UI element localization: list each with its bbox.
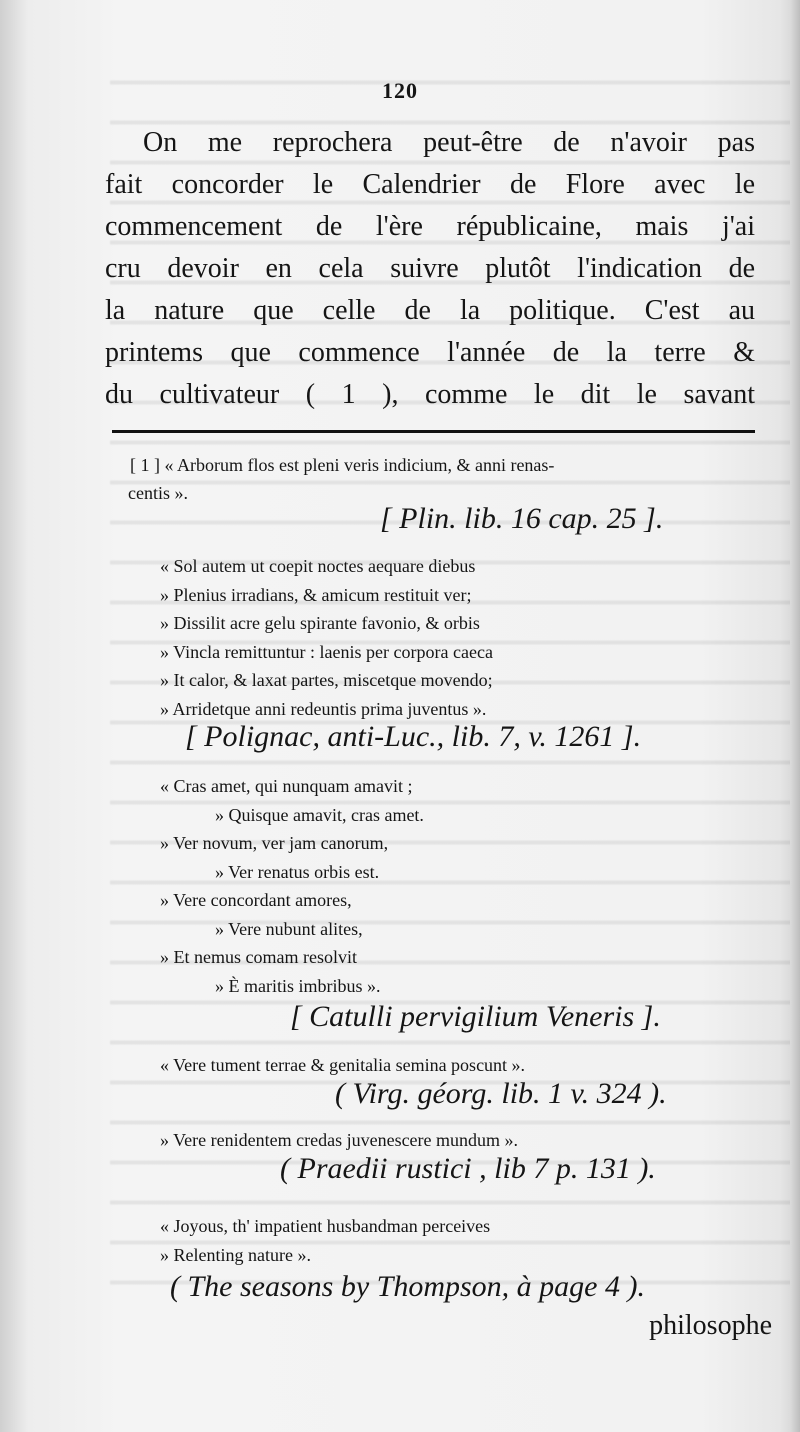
verse-line: » È maritis imbribus ». (215, 975, 381, 996)
verse-line: » Ver novum, ver jam canorum, (160, 833, 389, 853)
verse-line: » Plenius irradians, & amicum restituit ver; (160, 584, 472, 605)
body-line: printems que commence l'année de la terre & (105, 337, 755, 368)
praedium-citation: ( Praedii rustici , lib 7 p. 131 ). (280, 1152, 656, 1185)
body-line: cru devoir en cela suivre plutôt l'indication de (105, 253, 755, 284)
footnote-divider (112, 430, 755, 433)
body-line: commencement de l'ère républicaine, mais j'ai (105, 211, 755, 242)
verse-line: « Cras amet, qui nunquam amavit ; (160, 776, 413, 796)
verse-line: » It calor, & laxat partes, miscetque movendo; (160, 670, 493, 690)
verse-line: » Vincla remittuntur : laenis per corpora caeca (160, 641, 493, 662)
praedium-verse: » Vere renidentem credas juvenescere mundum ». (160, 1130, 519, 1150)
pliny-citation: [ Plin. lib. 16 cap. 25 ]. (380, 502, 664, 535)
polignac-citation: [ Polignac, anti-Luc., lib. 7, v. 1261 ]. (185, 720, 642, 753)
polignac-verses (160, 552, 493, 723)
body-line: fait concorder le Calendrier de Flore avec le (105, 169, 755, 200)
catullus-citation: [ Catulli pervigilium Veneris ]. (290, 1000, 661, 1033)
catchword: philosophe (649, 1310, 772, 1341)
body-line: On me reprochera peut-être de n'avoir pas (143, 127, 755, 158)
catullus-verses (160, 772, 424, 1000)
verse-line: » Dissilit acre gelu spirante favonio, & orbis (160, 613, 480, 633)
verse-line: » Et nemus comam resolvit (160, 947, 357, 967)
footnote-line: centis ». (128, 483, 188, 503)
verse-line: » Arridetque anni redeuntis prima juventus ». (160, 698, 487, 719)
footnote-line: [ 1 ] « Arborum flos est pleni veris indicium, & anni renas- (130, 455, 555, 475)
verse-line: » Quisque amavit, cras amet. (215, 804, 424, 825)
virgil-verse: « Vere tument terrae & genitalia semina poscunt ». (160, 1055, 526, 1075)
page-number: 120 (382, 78, 418, 103)
body-line: la nature que celle de la politique. C'est au (105, 295, 755, 326)
page-edge-shadow (790, 0, 800, 1432)
thomson-citation: ( The seasons by Thompson, à page 4 ). (170, 1270, 645, 1303)
verse-line: » Relenting nature ». (160, 1244, 311, 1265)
verse-line: » Ver renatus orbis est. (215, 861, 380, 882)
body-line: du cultivateur ( 1 ), comme le dit le savant (105, 379, 755, 410)
verse-line: » Vere concordant amores, (160, 890, 352, 910)
thomson-verses (160, 1212, 490, 1269)
virgil-citation: ( Virg. géorg. lib. 1 v. 324 ). (335, 1077, 667, 1110)
verse-line: « Sol autem ut coepit noctes aequare diebus (160, 556, 476, 576)
verse-line: « Joyous, th' impatient husbandman perceives (160, 1216, 491, 1236)
verse-line: » Vere nubunt alites, (215, 918, 363, 939)
body-paragraph (105, 122, 755, 416)
